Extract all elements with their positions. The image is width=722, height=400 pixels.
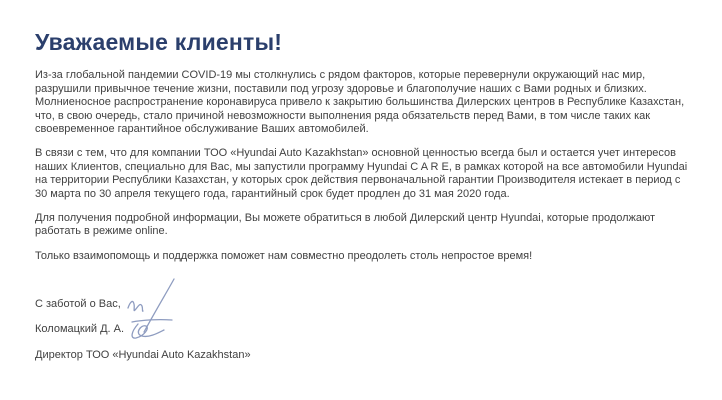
paragraph-contact-info: Для получения подробной информации, Вы можете обратиться в любой Дилерский центр Hyundai, которые продолжают работать в режиме online.	[35, 211, 656, 238]
handwritten-signature-icon	[108, 276, 186, 350]
paragraph-pandemic-impact: Из-за глобальной пандемии COVID-19 мы столкнулись с рядом факторов, которые перевернули окружающий нас мир, разрушили привычное течение жизни, поставили под угрозу здоровье и благополучие наших с Вами родных и близких. Молниеносное распространение коронавируса привело к закрытию большинства Дилерских центров в Республике Казахстан, что, в свою очередь, стало причиной невозможности выполнения ряда обязательств перед Вами, в том числе таких как своевременное гарантийное обслуживание Ваших автомобилей.	[35, 69, 685, 135]
signature-salutation: С заботой о Вас,	[35, 298, 121, 310]
page-title: Уважаемые клиенты!	[35, 29, 283, 55]
paragraph-care-program: В связи с тем, что для компании ТОО «Hyundai Auto Kazakhstan» основной ценностью всегда был и остается учет интересов наших Клиентов, специально для Вас, мы запустили программу Hyundai C A R E, в рамках которой на все автомобили Hyundai на территории Республики Казахстан, у которых срок действия первоначальной гарантии Производителя истекает в период с 30 марта по 30 апреля текущего года, гарантийный срок будет продлен до 31 мая 2020 года.	[35, 147, 688, 200]
signature-block	[35, 298, 435, 374]
signature-title: Директор ТОО «Hyundai Auto Kazakhstan»	[35, 348, 251, 361]
paragraph-closing: Только взаимопомощь и поддержка поможет нам совместно преодолеть столь непростое время!	[35, 249, 533, 262]
letter-content	[35, 30, 691, 274]
signature-name: Коломацкий Д. А.	[35, 323, 125, 336]
